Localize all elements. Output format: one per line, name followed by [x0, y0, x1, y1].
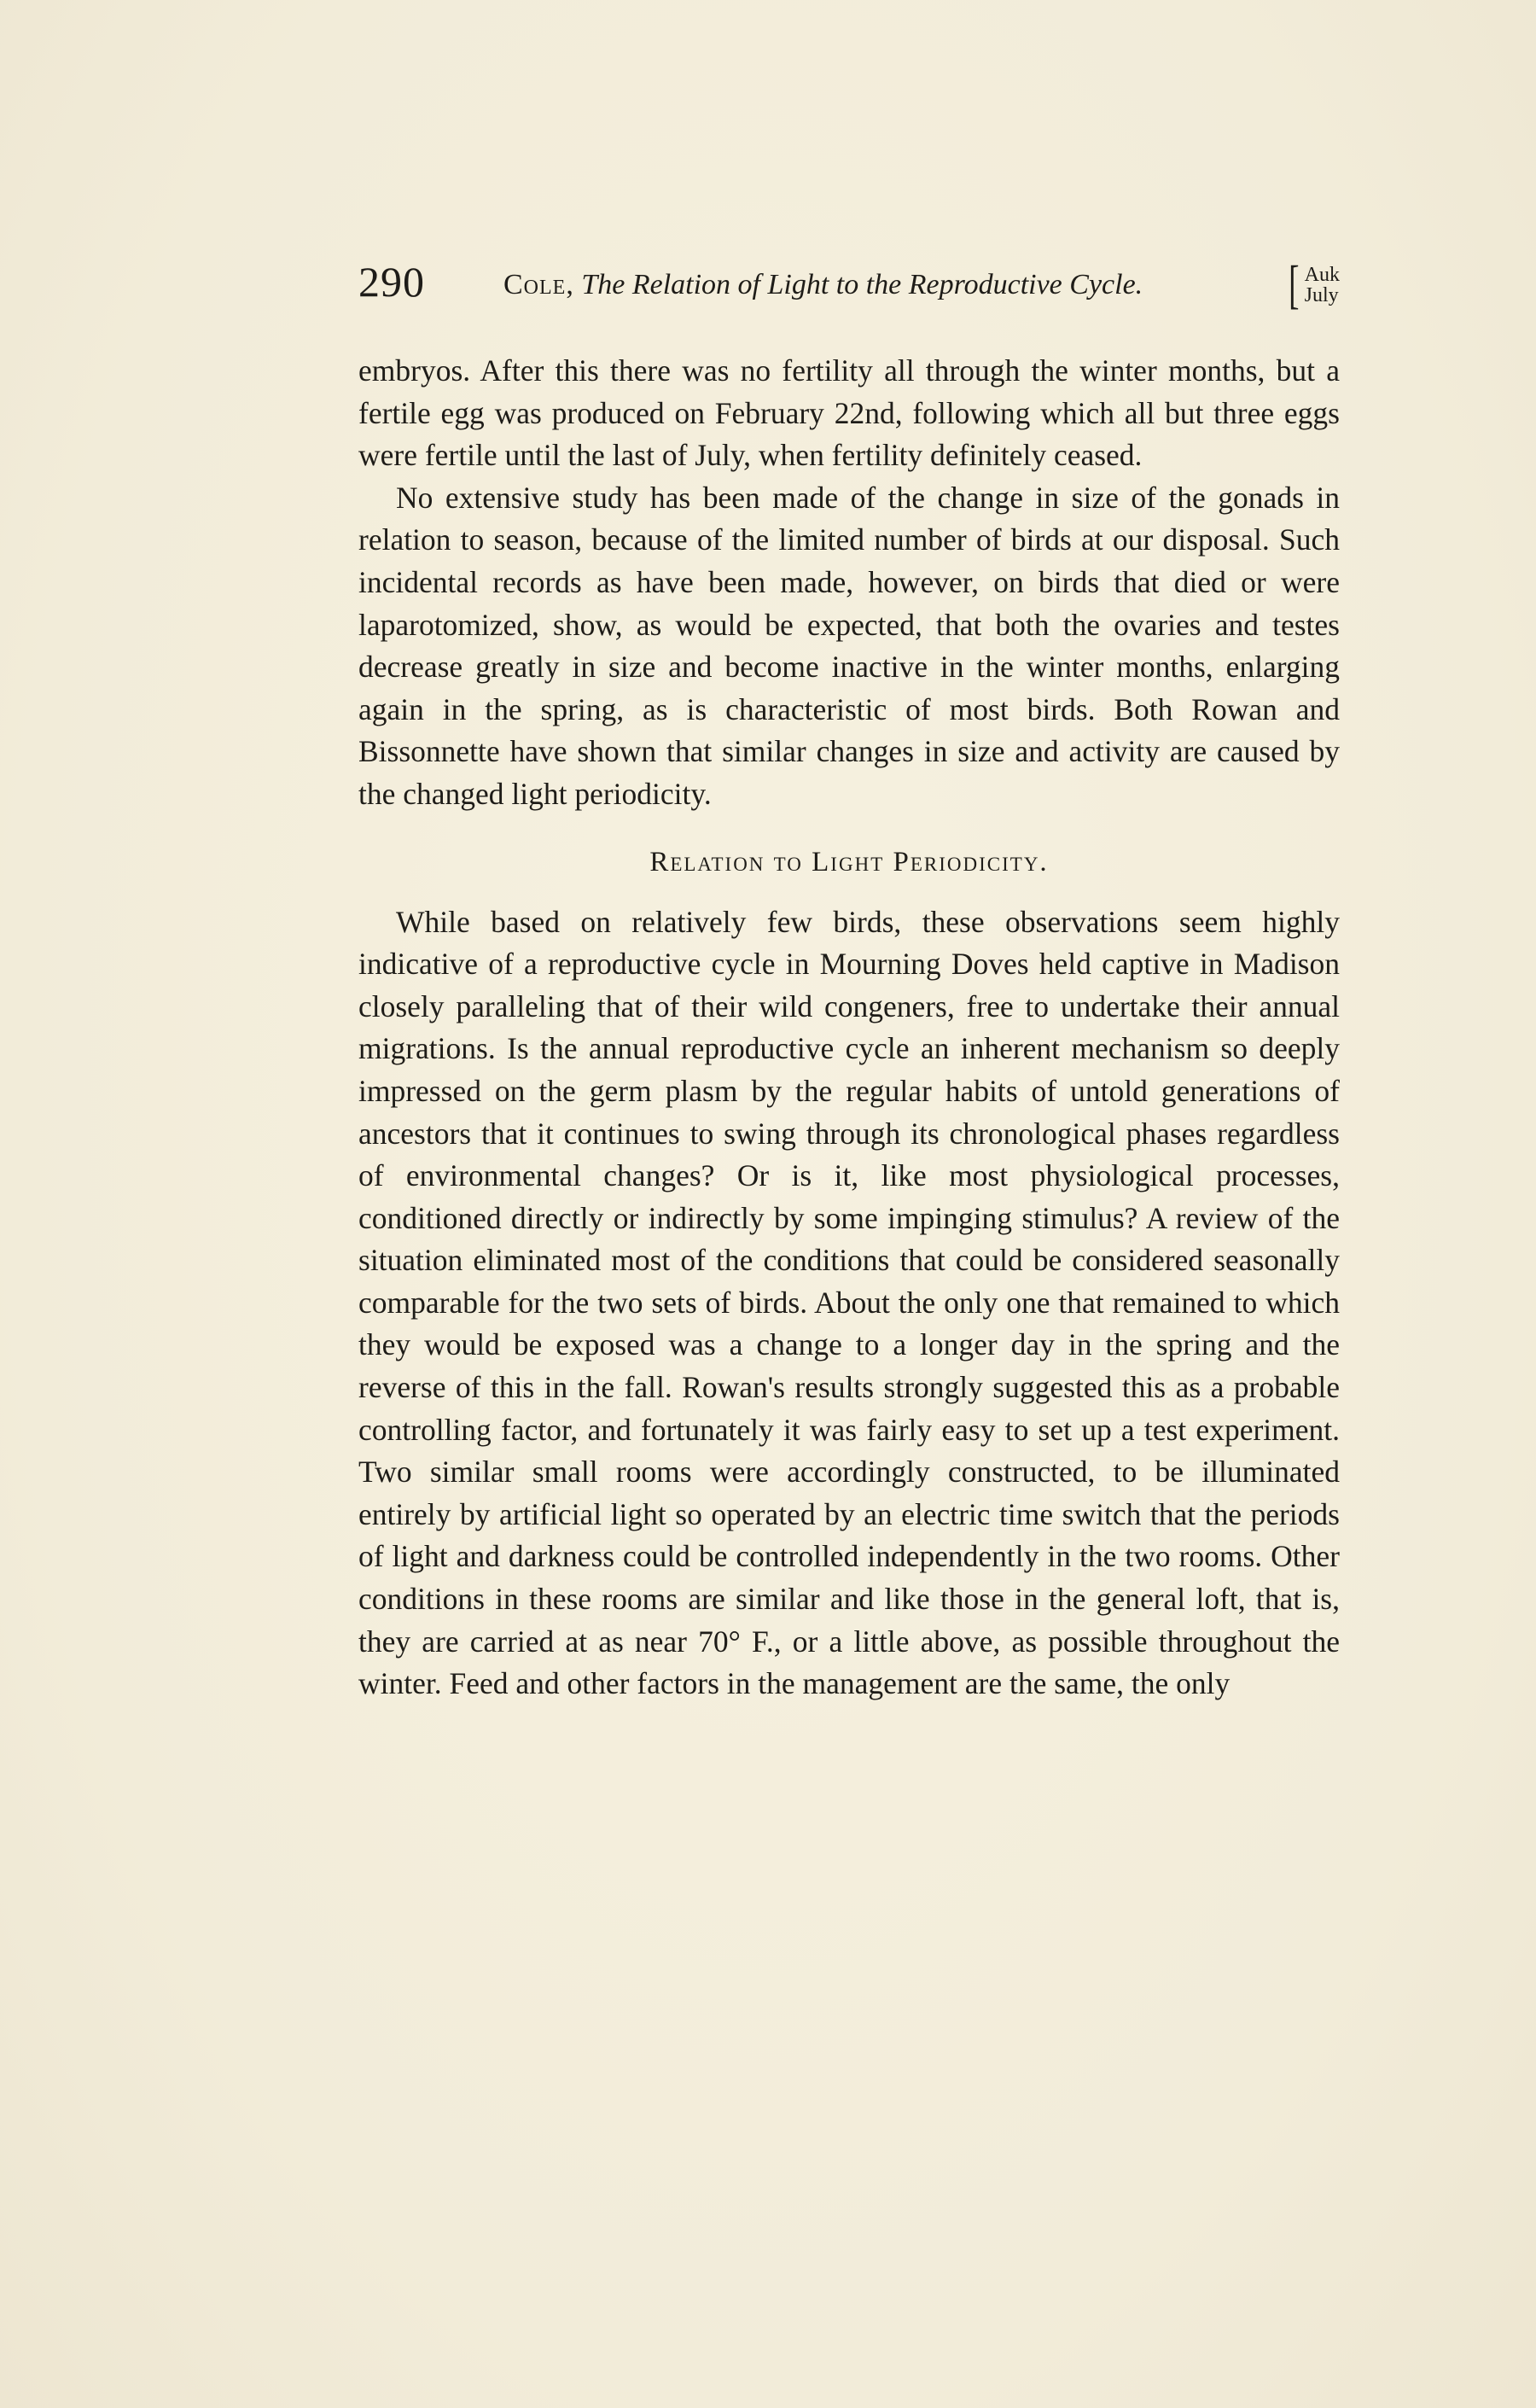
paragraph-light-periodicity: While based on relatively few birds, these observations seem highly indicative of a reproductive cycle in Mourning Doves held captive in Madison closely paralleling that of their wild congeners, free to undertake their annual migrations. Is the annual reproductive cycle an inherent mechanism so deeply impressed on the germ plasm by the regular habits of untold generations of ancestors that it continues to swing through its chronological phases regardless of environmental changes? Or is it, like most physiological processes, conditioned directly or indirectly by some impinging stimulus? A review of the situation eliminated most of the conditions that could be considered seasonally comparable for the two sets of birds. About the only one that remained to which they would be exposed was a change to a longer day in the spring and the reverse of this in the fall. Rowan's results strongly suggested this as a probable controlling factor, and fortunately it was fairly easy to set up a test experiment. Two similar small rooms were accordingly constructed, to be illuminated entirely by artificial light so operated by an electric time switch that the periods of light and darkness could be controlled independently in the two rooms. Other conditions in these rooms are similar and like those in the general loft, that is, they are carried at as near 70° F., or a little above, as possible throughout the winter. Feed and other factors in the management are the same, the only [358, 904, 1340, 1701]
bracket-glyph: [ [1289, 256, 1300, 314]
running-head [503, 266, 1143, 304]
journal-issue-stack [1305, 265, 1340, 306]
running-head-title: The Relation of Light to the Reproductive Cycle. [581, 269, 1143, 300]
section-heading: Relation to Light Periodicity. [649, 846, 1049, 877]
running-head-author: Cole, [503, 269, 574, 300]
journal-issue-month: July [1304, 284, 1339, 306]
paragraph-continued: embryos. After this there was no fertility all through the winter months, but a fertile egg was produced on February 22nd, following which all but three eggs were fertile until the last of July, when fertility definitely ceased. [358, 353, 1340, 473]
journal-name: Auk [1304, 264, 1340, 286]
journal-issue-tag [1285, 256, 1340, 314]
running-header [358, 256, 1348, 324]
page-number: 290 [358, 258, 425, 306]
body-text [358, 350, 1340, 1705]
paragraph-gonads: No extensive study has been made of the change in size of the gonads in relation to season, because of the limited number of birds at our disposal. Such incidental records as have been made, however, on birds that died or were laparotomized, show, as would be expected, that both the ovaries and testes decrease greatly in size and become inactive in the winter months, enlarging again in the spring, as is characteristic of most birds. Both Rowan and Bissonnette have shown that similar changes in size and activity are caused by the changed light periodicity. [358, 480, 1340, 811]
